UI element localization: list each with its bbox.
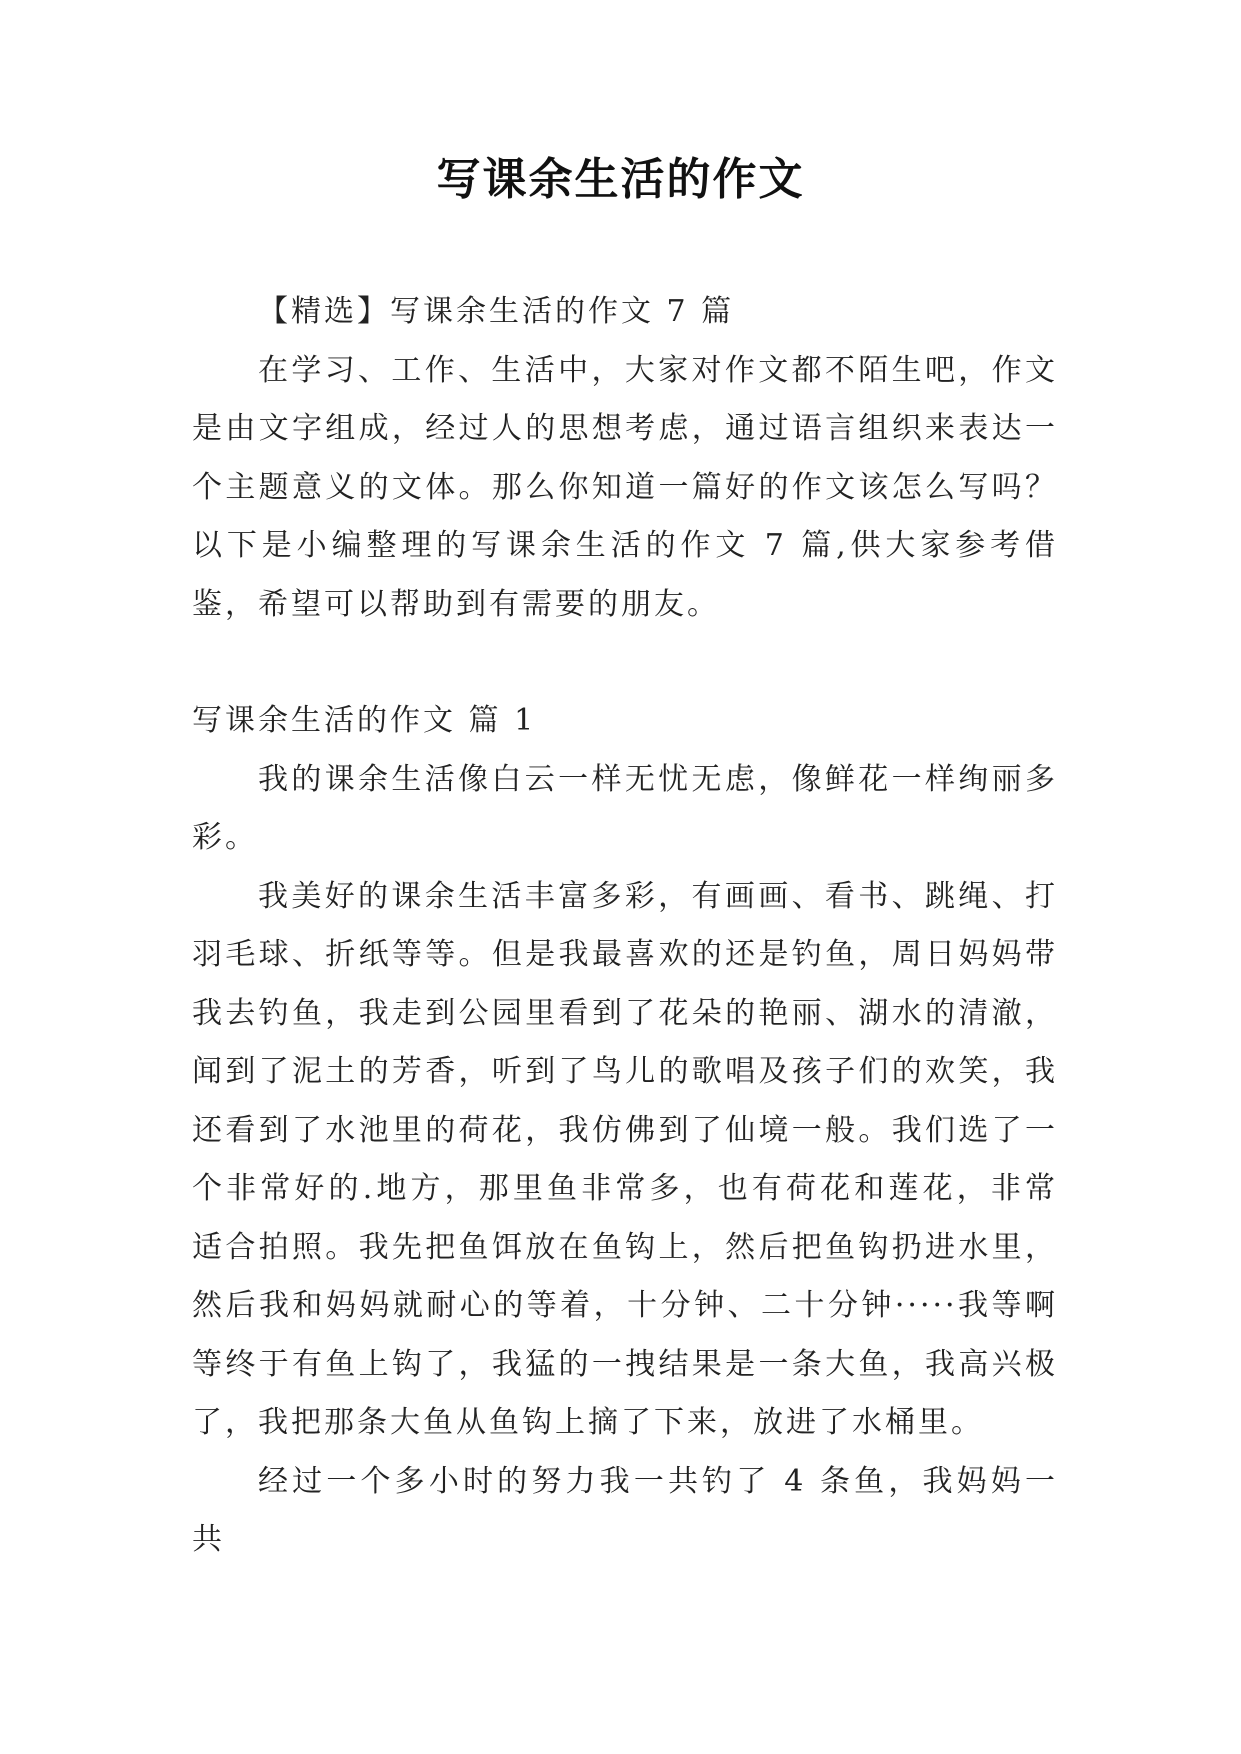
page-title: 写课余生活的作文 bbox=[436, 154, 805, 205]
intro-paragraph: 在学习、工作、生活中，大家对作文都不陌生吧，作文是由文字组成，经过人的思想考虑，通过语言组织来表达一个主题意义的文体。那么你知道一篇好的作文该怎么写吗？以下是小编整理的写课余生活的作文 7 篇,供大家参考借鉴，希望可以帮助到有需要的朋友。 bbox=[192, 352, 1058, 622]
body-paragraph: 经过一个多小时的努力我一共钓了 4 条鱼，我妈妈一共 bbox=[192, 1463, 1058, 1557]
section-heading: 写课余生活的作文 篇 1 bbox=[192, 703, 537, 738]
body-paragraph: 我美好的课余生活丰富多彩，有画画、看书、跳绳、打羽毛球、折纸等等。但是我最喜欢的还是钓鱼，周日妈妈带我去钓鱼，我走到公园里看到了花朵的艳丽、湖水的清澈，闻到了泥土的芳香，听到了鸟儿的歌唱及孩子们的欢笑，我还看到了水池里的荷花，我仿佛到了仙境一般。我们选了一个非常好的.地方，那里鱼非常多，也有荷花和莲花，非常适合拍照。我先把鱼饵放在鱼钩上，然后把鱼钩扔进水里，然后我和妈妈就耐心的等着，十分钟、二十分钟·····我等啊等终于有鱼上钩了，我猛的一拽结果是一条大鱼，我高兴极了，我把那条大鱼从鱼钩上摘了下来，放进了水桶里。 bbox=[192, 878, 1058, 1440]
document-subtitle: 【精选】写课余生活的作文 7 篇 bbox=[258, 294, 735, 329]
document-body bbox=[192, 283, 1058, 1570]
section-spacer bbox=[192, 634, 1058, 692]
body-paragraph: 我的课余生活像白云一样无忧无虑，像鲜花一样绚丽多彩。 bbox=[192, 761, 1058, 855]
